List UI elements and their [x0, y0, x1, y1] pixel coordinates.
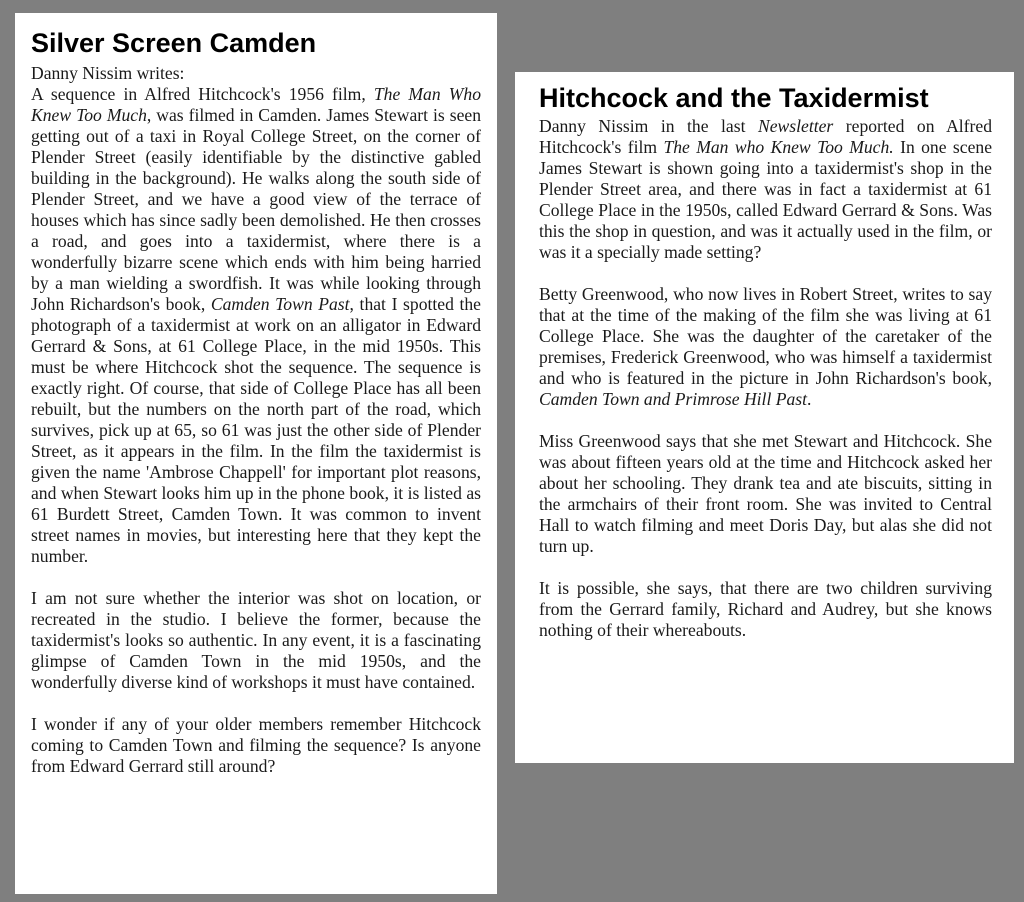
article-byline: Danny Nissim writes:: [31, 63, 185, 83]
paragraph-text: reported on Alfred Hitchcock's film: [539, 116, 992, 157]
newsletter-title: Newsletter: [758, 116, 834, 136]
paragraph-text: , that I spotted the photograph of a taxidermist at work on an alligator in Edward Gerrard & Sons, at 61 College Place, in the mid 1950s. This must be where Hitchcock shot the sequence. The sequence is exactly right. Of course, that side of College Place has all been rebuilt, but the numbers on the north part of the road, which survives, pick up at 65, so 61 was just the other side of Plender Street, as it appears in the film. In the film the taxidermist is given the name 'Ambrose Chappell' for important plot reasons, and when Stewart looks him up in the phone book, it is listed as 61 Burdett Street, Camden Town. It was common to invent street names in movies, but interesting here that they kept the number.: [31, 294, 481, 566]
article-paragraph-3: I wonder if any of your older members remember Hitchcock coming to Camden Town and filming the sequence? Is anyone from Edward Gerrard still around?: [31, 714, 481, 776]
paragraph-text: A sequence in Alfred Hitchcock's 1956 film,: [31, 84, 374, 104]
book-title: Camden Town Past: [210, 294, 350, 314]
film-title: The Man who Knew Too Much.: [663, 137, 894, 157]
film-title: The Man Who Knew Too Much: [31, 84, 481, 125]
paragraph-text: Betty Greenwood, who now lives in Robert Street, writes to say that at the time of the making of the film she was living at 61 College Place. She was the daughter of the caretaker of the premises, Frederick Greenwood, who was himself a taxidermist and who is featured in the picture in John Richardson's book,: [539, 284, 992, 388]
paragraph-text: , was filmed in Camden. James Stewart is seen getting out of a taxi in Royal College Street, on the corner of Plender Street (easily identifiable by the distinctive gabled building in the background). He walks along the south side of Plender Street, and we have a good view of the terrace of houses which has since sadly been demolished. He then crosses a road, and goes into a taxidermist, where there is a wonderfully bizarre scene which ends with him being harried by a man wielding a swordfish. It was while looking through John Richardson's book,: [31, 105, 481, 314]
article-paragraph-1: [31, 84, 481, 567]
paragraph-text: In one scene James Stewart is shown going into a taxidermist's shop in the Plender Street area, and there was in fact a taxidermist at 61 College Place in the 1950s, called Edward Gerrard & Sons. Was this the shop in question, and was it actually used in the film, or was it a specially made setting?: [539, 137, 993, 262]
article-paragraph-3: Miss Greenwood says that she met Stewart and Hitchcock. She was about fifteen years old at the time and Hitchcock asked her about her schooling. They drank tea and ate biscuits, sitting in the armchairs of their front room. She was invited to Central Hall to watch filming and meet Doris Day, but alas she did not turn up.: [539, 431, 992, 556]
article-title: Hitchcock and the Taxidermist: [539, 83, 929, 113]
article-paragraph-4: It is possible, she says, that there are two children surviving from the Gerrard family, Richard and Audrey, but she knows nothing of their whereabouts.: [539, 578, 992, 640]
article-paragraph-1: [539, 116, 992, 263]
book-title: Camden Town and Primrose Hill Past: [539, 389, 808, 409]
paragraph-text: .: [807, 389, 812, 409]
article-silver-screen-camden: [15, 13, 497, 894]
article-paragraph-2: I am not sure whether the interior was shot on location, or recreated in the studio. I believe the former, because the taxidermist's looks so authentic. In any event, it is a fascinating glimpse of Camden Town in the mid 1950s, and the wonderfully diverse kind of workshops it must have contained.: [31, 588, 481, 692]
article-title: Silver Screen Camden: [31, 28, 317, 58]
paragraph-text: Danny Nissim in the last: [539, 116, 758, 136]
article-paragraph-2: [539, 284, 992, 410]
article-hitchcock-and-the-taxidermist: [515, 72, 1014, 763]
